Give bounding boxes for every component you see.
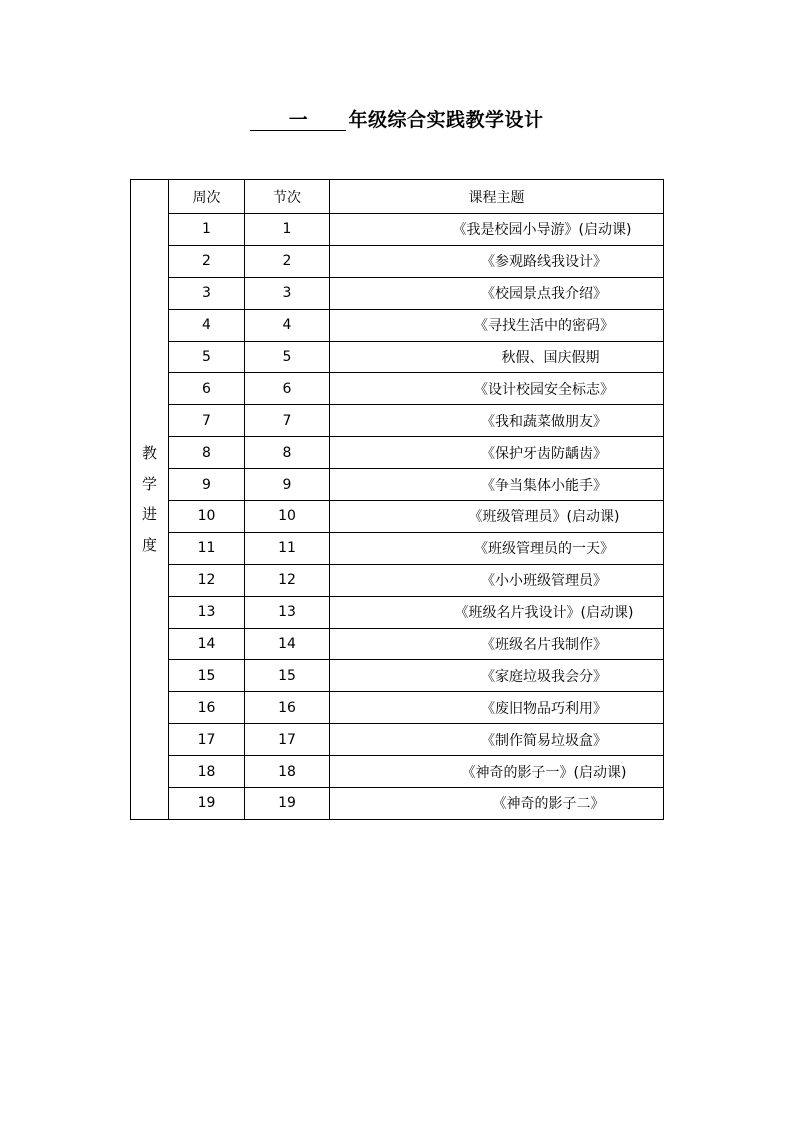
- session-cell: 18: [245, 756, 330, 788]
- week-cell: 5: [169, 341, 245, 373]
- session-cell: 15: [245, 660, 330, 692]
- topic-text: 秋假、国庆假期: [501, 350, 600, 366]
- week-cell: 16: [169, 692, 245, 724]
- table-row: [131, 214, 664, 246]
- topic-text: 《小小班级管理员》: [481, 573, 607, 590]
- session-cell: 8: [245, 437, 330, 469]
- topic-cell: [330, 628, 664, 660]
- side-label-char: 学: [141, 474, 157, 493]
- teaching-progress-label-cell: [131, 180, 169, 820]
- week-cell: 17: [169, 724, 245, 756]
- topic-text: 《制作简易垃圾盒》: [481, 732, 607, 749]
- session-cell: 9: [245, 469, 330, 501]
- side-label-char: 进: [141, 505, 157, 524]
- table-row: [131, 660, 664, 692]
- week-cell: 19: [169, 788, 245, 820]
- topic-text: 《家庭垃圾我会分》: [481, 668, 607, 685]
- table-row: [131, 405, 664, 437]
- table-row: [131, 532, 664, 564]
- table-row: [131, 628, 664, 660]
- week-cell: 12: [169, 564, 245, 596]
- topic-cell: [330, 245, 664, 277]
- topic-cell: [330, 788, 664, 820]
- topic-cell: [330, 532, 664, 564]
- table-row: [131, 277, 664, 309]
- week-cell: 10: [169, 501, 245, 533]
- session-cell: 10: [245, 501, 330, 533]
- session-cell: 11: [245, 532, 330, 564]
- table-row: [131, 373, 664, 405]
- topic-text: 《争当集体小能手》: [481, 477, 607, 494]
- topic-text: 《班级名片我设计》(启动课): [454, 605, 634, 622]
- topic-text: 《设计校园安全标志》: [474, 381, 614, 398]
- week-cell: 4: [169, 309, 245, 341]
- session-cell: 7: [245, 405, 330, 437]
- session-cell: 17: [245, 724, 330, 756]
- topic-cell: [330, 692, 664, 724]
- session-cell: 12: [245, 564, 330, 596]
- topic-cell: [330, 405, 664, 437]
- week-cell: 8: [169, 437, 245, 469]
- topic-text: 《班级管理员》(启动课): [468, 509, 620, 526]
- table-row: [131, 596, 664, 628]
- topic-cell: [330, 756, 664, 788]
- session-cell: 1: [245, 214, 330, 246]
- week-cell: 18: [169, 756, 245, 788]
- week-cell: 13: [169, 596, 245, 628]
- topic-text: 《废旧物品巧利用》: [481, 700, 607, 717]
- session-cell: 2: [245, 245, 330, 277]
- topic-cell: [330, 501, 664, 533]
- session-cell: 19: [245, 788, 330, 820]
- table-row: [131, 341, 664, 373]
- topic-cell: [330, 277, 664, 309]
- teaching-schedule-table: [130, 179, 664, 820]
- session-cell: 5: [245, 341, 330, 373]
- week-cell: 14: [169, 628, 245, 660]
- table-row: [131, 245, 664, 277]
- session-cell: 4: [245, 309, 330, 341]
- topic-text: 《我是校园小导游》(启动课): [452, 222, 632, 239]
- side-label-char: 度: [141, 535, 157, 554]
- teaching-progress-label: [142, 438, 157, 560]
- topic-text: 《保护牙齿防龋齿》: [481, 445, 607, 462]
- table-header-row: [131, 180, 664, 214]
- topic-cell: [330, 469, 664, 501]
- topic-cell: [330, 341, 664, 373]
- table-row: [131, 564, 664, 596]
- week-cell: 11: [169, 532, 245, 564]
- side-label-char: 教: [141, 444, 157, 463]
- document-title: [0, 105, 794, 132]
- table-row: [131, 692, 664, 724]
- week-cell: 15: [169, 660, 245, 692]
- table-row: [131, 724, 664, 756]
- week-cell: 9: [169, 469, 245, 501]
- header-session: 节次: [245, 180, 330, 214]
- week-cell: 2: [169, 245, 245, 277]
- topic-text: 《我和蔬菜做朋友》: [481, 413, 607, 430]
- topic-text: 《参观路线我设计》: [481, 254, 607, 271]
- session-cell: 14: [245, 628, 330, 660]
- grade-blank: 一: [250, 110, 346, 131]
- week-cell: 3: [169, 277, 245, 309]
- week-cell: 1: [169, 214, 245, 246]
- topic-cell: [330, 214, 664, 246]
- topic-cell: [330, 660, 664, 692]
- session-cell: 16: [245, 692, 330, 724]
- table-row: [131, 437, 664, 469]
- table-row: [131, 756, 664, 788]
- topic-cell: [330, 437, 664, 469]
- topic-cell: [330, 596, 664, 628]
- table-row: [131, 788, 664, 820]
- header-topic: 课程主题: [330, 180, 664, 214]
- session-cell: 3: [245, 277, 330, 309]
- week-cell: 7: [169, 405, 245, 437]
- topic-text: 《班级管理员的一天》: [474, 541, 614, 558]
- title-text: 年级综合实践教学设计: [348, 109, 544, 131]
- session-cell: 6: [245, 373, 330, 405]
- topic-cell: [330, 724, 664, 756]
- topic-text: 《校园景点我介绍》: [481, 286, 607, 303]
- topic-text: 《寻找生活中的密码》: [474, 318, 614, 335]
- topic-cell: [330, 309, 664, 341]
- topic-text: 《神奇的影子二》: [492, 796, 605, 813]
- table-row: [131, 469, 664, 501]
- table-row: [131, 309, 664, 341]
- topic-cell: [330, 564, 664, 596]
- topic-text: 《班级名片我制作》: [481, 637, 607, 654]
- table-row: [131, 501, 664, 533]
- week-cell: 6: [169, 373, 245, 405]
- header-week: 周次: [169, 180, 245, 214]
- session-cell: 13: [245, 596, 330, 628]
- topic-cell: [330, 373, 664, 405]
- topic-text: 《神奇的影子一》(启动课): [461, 764, 627, 781]
